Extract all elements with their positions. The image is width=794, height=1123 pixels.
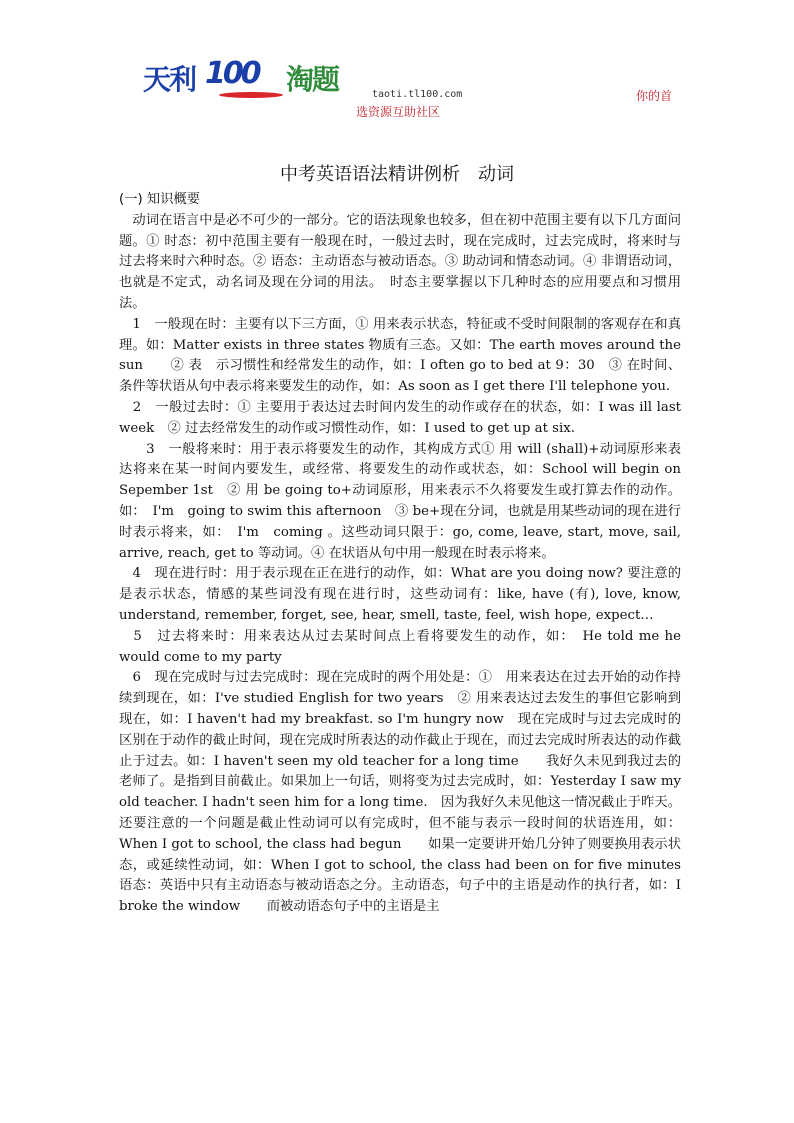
logo-text-tianli: 天利 [143, 63, 196, 96]
logo-number: 100 [205, 56, 259, 91]
logo-swoosh-icon [219, 92, 283, 98]
paragraph-perfect-tenses: 6 现在完成时与过去完成时：现在完成时的两个用处是：① 用来表达在过去开始的动作持续到现在，如：I've studied English for two years ② 用来表达过去发生的事但它影响到现在，如：I haven't had my breakfast. so I'm hungry now 现在完成时与过去完成时的区别在于动作的截止时间，现在完成时所表达的动作截止于现在，而过去完成时所表达的动作截止于过去。如：I haven't seen my old teacher for a long time 我好久未见到我过去的老师了。是指到目前截止。如果加上一句话，则将变为过去完成时，如：Yesterday I saw my old teacher. I hadn't seen him for a long time. 因为我好久未见他这一情况截止于昨天。还要注意的一个问题是截止性动词可以有完成时，但不能与表示一段时间的状语连用，如：When I got to school, the class had begun 如果一定要讲开始几分钟了则要换用表示状态，或延续性动词，如：When I got to school, the class had been on for five minutes 语态：英语中只有主动语态与被动语态之分。主动语态，句子中的主语是动作的执行者，如：I broke the window 而被动语态句子中的主语是主 [119, 670, 708, 915]
document-title: 中考英语语法精讲例析 动词 [280, 164, 514, 185]
community-link[interactable]: 选资源互助社区 [356, 105, 441, 119]
document-body [119, 190, 708, 918]
paragraph-simple-past: 2 一般过去时：① 主要用于表达过去时间内发生的动作或存在的状态，如：I was ill last week ② 过去经常发生的动作或习惯性动作，如：I used to get up at six. [119, 399, 681, 436]
site-url-link[interactable]: taoti.tl100.com [372, 89, 463, 100]
site-logo[interactable] [143, 58, 353, 98]
paragraph-simple-present: 1 一般现在时：主要有以下三方面，① 用来表示状态，特征或不受时间限制的客观存在和真理。如：Matter exists in three states 物质有三态。又如：The earth moves around the sun ② 表 示习惯性和经常发生的动作，如：I often go to bed at 9：30 ③ 在时间、条件等状语从句中表示将来要发生的动作，如：As soon as I get there I'll telephone you. [119, 316, 681, 395]
paragraph-intro: 动词在语言中是必不可少的一部分。它的语法现象也较多，但在初中范围主要有以下几方面问题。① 时态：初中范围主要有一般现在时，一般过去时，现在完成时，过去完成时，将来时与过去将来时六种时态。② 语态：主动语态与被动语态。③ 助动词和情态动词。④ 非谓语动词，也就是不定式，动名词及现在分词的用法。 时态主要掌握以下几种时态的应用要点和习惯用法。 [119, 212, 681, 311]
home-link[interactable]: 你的首 [636, 89, 673, 103]
paragraph-simple-future: 3 一般将来时：用于表示将要发生的动作，其构成方式① 用 will (shall)+动词原形来表达将来在某一时间内要发生，或经常、将要发生的动作或状态，如：School will begin on Sepember 1st ② 用 be going to+动词原形，用来表示不久将要发生或打算去作的动作。如： I'm going to swim this afternoon ③ be+现在分词，也就是用某些动词的现在进行时表示将来，如： I'm coming 。这些动词只限于：go, come, leave, start, move, sail, arrive, reach, get to 等动词。④ 在状语从句中用一般现在时表示将来。 [119, 441, 681, 561]
section-heading: (一) 知识概要 [119, 192, 201, 207]
paragraph-present-continuous: 4 现在进行时：用于表示现在正在进行的动作，如：What are you doing now? 要注意的是表示状态，情感的某些词没有现在进行时，这些动词有：like, have (有), love, know, understand, remember, forget, see, hear, smell, taste, feel, wish hope, expect… [119, 566, 681, 623]
paragraph-past-future: 5 过去将来时：用来表达从过去某时间点上看将要发生的动作，如： He told me he would come to my party [119, 628, 681, 665]
logo-text-taoti: 淘题 [286, 63, 339, 96]
page-header [0, 0, 794, 130]
